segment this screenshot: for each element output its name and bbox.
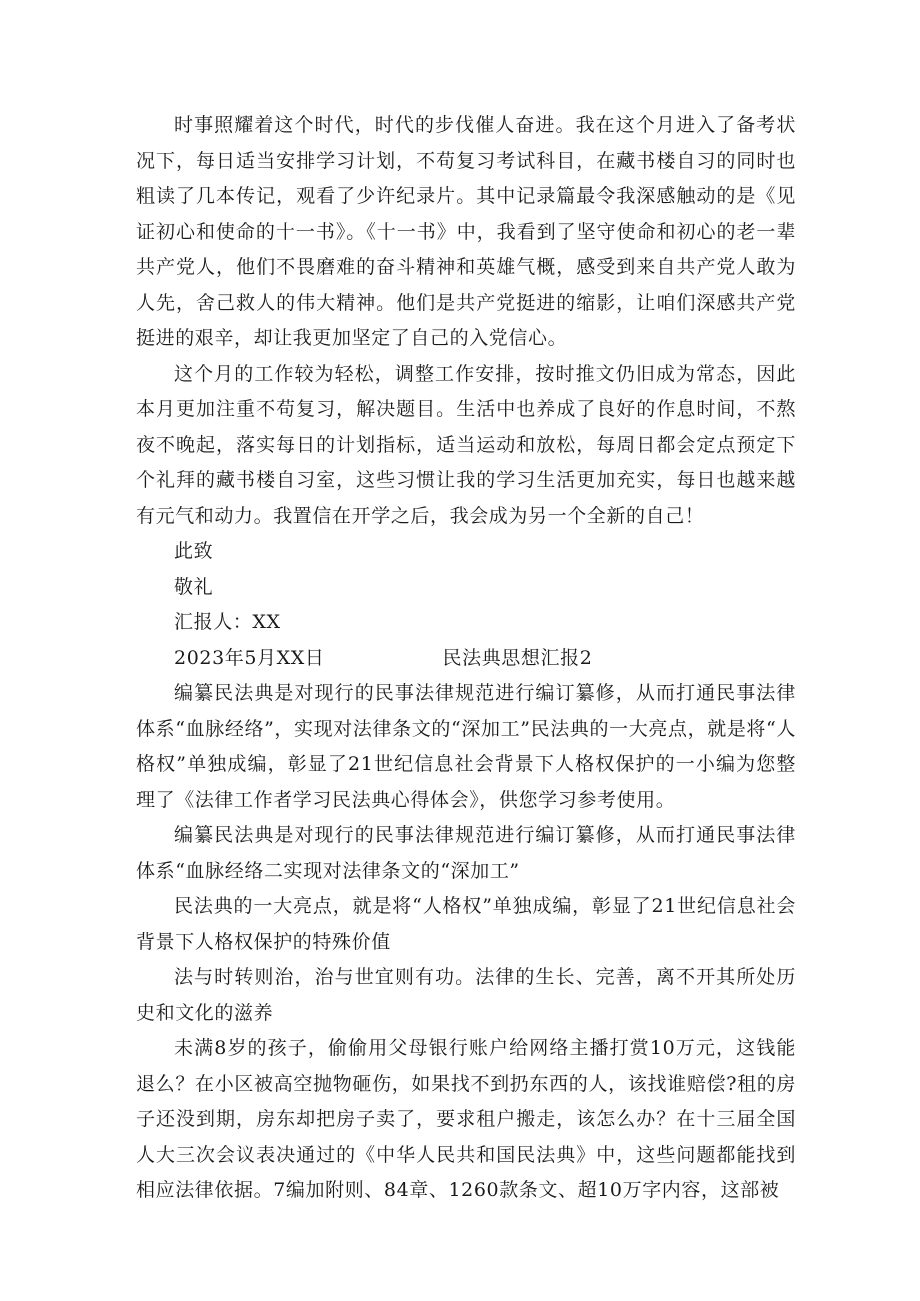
date-title-line [136, 641, 796, 677]
paragraph-4: 编纂民法典是对现行的民事法律规范进行编订纂修，从而打通民事法律体系“血脉经络二实现对法律条文的“深加工” [136, 824, 796, 882]
paragraph-6: 法与时转则治，治与世宜则有功。法律的生长、完善，离不开其所处历史和文化的滋养 [136, 966, 796, 1024]
reporter-line: 汇报人：XX [174, 611, 281, 633]
section-title: 民法典思想汇报2 [442, 646, 593, 669]
document-page [136, 108, 796, 1209]
closing-regards: 敬礼 [174, 575, 214, 598]
paragraph-3: 编纂民法典是对现行的民事法律规范进行编订纂修，从而打通民事法律体系“血脉经络”，实现对法律条文的“深加工”民法典的一大亮点，就是将“人格权”单独成编，彰显了21世纪信息社会背景下人格权保护的一小编为您整理了《法律工作者学习民法典心得体会》，供您学习参考使用。 [136, 682, 796, 811]
paragraph-7: 未满8岁的孩子，偷偷用父母银行账户给网络主播打赏10万元，这钱能退么？在小区被高空抛物砸伤，如果找不到扔东西的人，该找谁赔偿?租的房子还没到期，房东却把房子卖了，要求租户搬走，该怎么办？在十三届全国人大三次会议表决通过的《中华人民共和国民法典》中，这些问题都能找到相应法律依据。7编加附则、84章、1260款条文、超10万字内容，这部被 [136, 1037, 796, 1201]
paragraph-1: 时事照耀着这个时代，时代的步伐催人奋进。我在这个月进入了备考状况下，每日适当安排学习计划，不苟复习考试科目，在藏书楼自习的同时也粗读了几本传记，观看了少许纪录片。其中记录篇最令我深感触动的是《见证初心和使命的十一书》。《十一书》中，我看到了坚守使命和初心的老一辈共产党人，他们不畏磨难的奋斗精神和英雄气概，感受到来自共产党人敢为人先，舍己救人的伟大精神。他们是共产党挺进的缩影，让咱们深感共产党挺进的艰辛，却让我更加坚定了自己的入党信心。 [136, 114, 796, 349]
paragraph-2: 这个月的工作较为轻松，调整工作安排，按时推文仍旧成为常态，因此本月更加注重不苟复习，解决题目。生活中也养成了良好的作息时间，不熬夜不晚起，落实每日的计划指标，适当运动和放松，每周日都会定点预定下个礼拜的藏书楼自习室，这些习惯让我的学习生活更加充实，每日也越来越有元气和动力。我置信在开学之后，我会成为另一个全新的自己！ [136, 362, 796, 527]
report-date: 2023年5月XX日 [174, 646, 325, 669]
paragraph-5: 民法典的一大亮点，就是将“人格权”单独成编，彰显了21世纪信息社会背景下人格权保护的特殊价值 [136, 895, 796, 953]
closing-salutation: 此致 [174, 540, 214, 562]
